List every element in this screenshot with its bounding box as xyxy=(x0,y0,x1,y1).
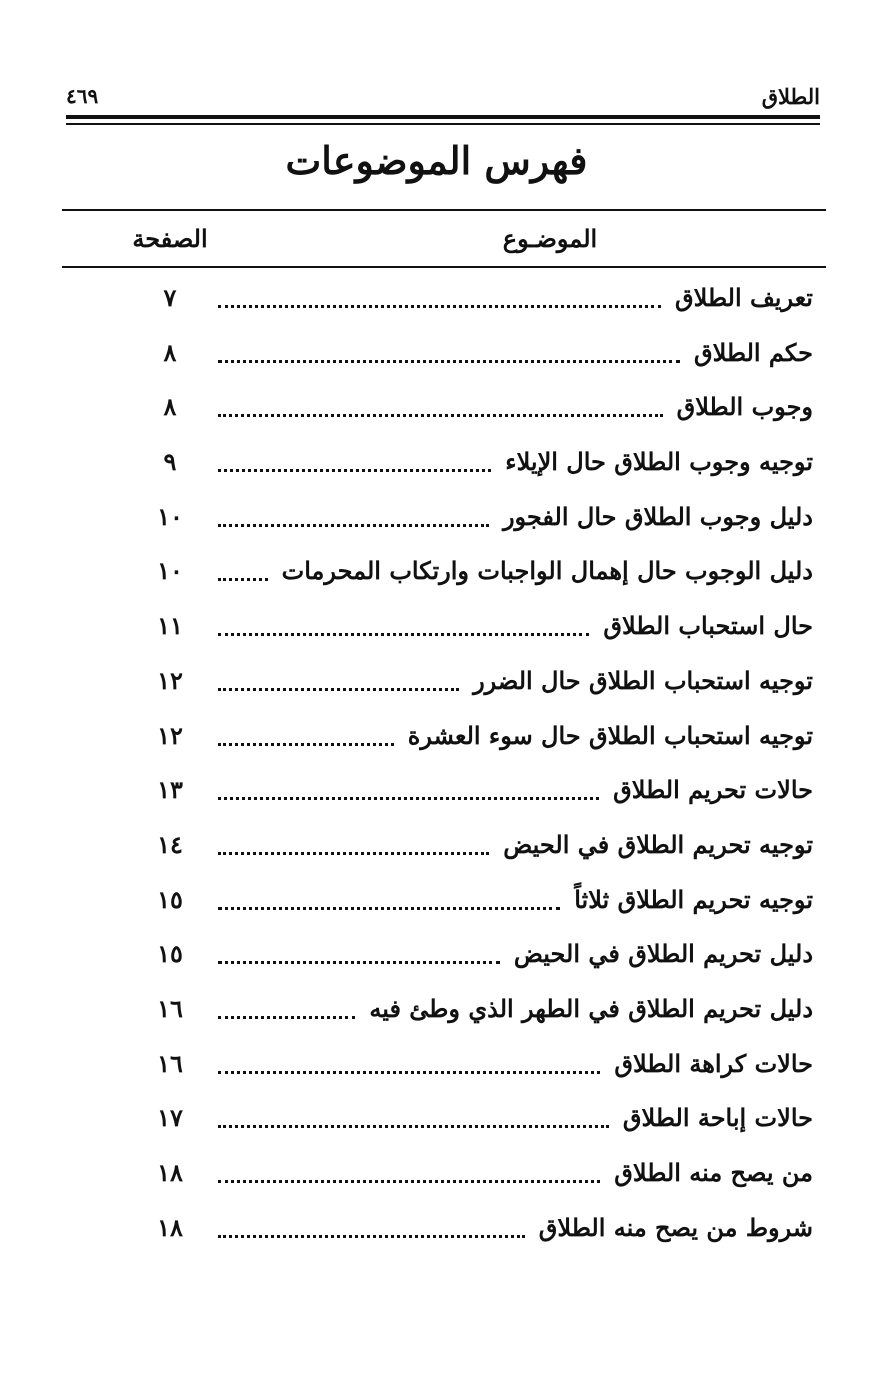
header-rule-thin xyxy=(66,123,820,125)
toc-entry-title: من يصح منه الطلاق xyxy=(614,1158,813,1187)
toc-entry-page: ٩ xyxy=(163,447,177,477)
column-header-rule-top xyxy=(62,209,826,211)
toc-entry-page: ١٠ xyxy=(157,556,183,586)
toc-entry-title: حال استحباب الطلاق xyxy=(603,611,813,641)
toc-entry[interactable] xyxy=(0,767,873,822)
toc-entry-page: ١١ xyxy=(157,611,183,641)
page-title: فهرس الموضوعات xyxy=(285,138,588,183)
toc-entry-page: ١٨ xyxy=(157,1212,183,1242)
toc-entry[interactable] xyxy=(0,931,873,986)
dot-leader xyxy=(218,1016,355,1019)
toc-entry-title: دليل تحريم الطلاق في الحيض xyxy=(513,939,813,969)
column-header-page: الصفحة xyxy=(132,224,208,253)
header-rule-thick xyxy=(66,115,820,119)
toc-entry-page: ١٣ xyxy=(157,775,183,805)
toc-entry[interactable] xyxy=(0,548,873,603)
toc-entry[interactable] xyxy=(0,822,873,877)
toc-entry-title: دليل تحريم الطلاق في الطهر الذي وطئ فيه xyxy=(369,993,813,1023)
toc-entry-title: توجيه تحريم الطلاق في الحيض xyxy=(503,829,813,859)
dot-leader xyxy=(218,578,268,581)
running-head xyxy=(66,84,820,118)
dot-leader xyxy=(218,961,500,964)
toc-entry-page: ١٨ xyxy=(157,1158,183,1187)
toc-entry-title: توجيه استحباب الطلاق حال سوء العشرة xyxy=(407,720,813,750)
toc-entry-title: توجيه وجوب الطلاق حال الإيلاء xyxy=(505,447,813,477)
dot-leader xyxy=(218,852,489,855)
toc-entry-title: توجيه استحباب الطلاق حال الضرر xyxy=(473,665,813,695)
dot-leader xyxy=(218,1125,609,1128)
toc-entry-title: شروط من يصح منه الطلاق xyxy=(538,1212,813,1242)
toc-entry-page: ١٠ xyxy=(157,501,183,531)
toc-entry[interactable] xyxy=(0,494,873,549)
dot-leader xyxy=(218,469,491,472)
toc-entry[interactable] xyxy=(0,1150,873,1205)
dot-leader xyxy=(218,1235,525,1238)
toc-entry[interactable] xyxy=(0,986,873,1041)
toc-entry[interactable] xyxy=(0,877,873,932)
toc-entry-title: تعريف الطلاق xyxy=(675,283,813,312)
toc-entry[interactable] xyxy=(0,713,873,768)
dot-leader xyxy=(218,1071,600,1074)
dot-leader xyxy=(218,360,680,363)
toc-entry-page: ٨ xyxy=(163,392,177,422)
column-header-rule-bottom xyxy=(62,266,826,268)
toc-entry[interactable] xyxy=(0,1205,873,1260)
toc-entry-title: دليل الوجوب حال إهمال الواجبات وارتكاب المحرمات xyxy=(281,556,813,586)
toc-entry-title: توجيه تحريم الطلاق ثلاثاً xyxy=(574,884,813,914)
toc-entry-title: حالات إباحة الطلاق xyxy=(622,1103,813,1133)
dot-leader xyxy=(218,305,661,308)
toc-entry-page: ٨ xyxy=(163,337,177,367)
dot-leader xyxy=(218,688,459,691)
toc-entry-page: ١٢ xyxy=(157,720,183,750)
toc-entry-title: حالات كراهة الطلاق xyxy=(614,1048,813,1078)
dot-leader xyxy=(218,414,663,417)
toc-entry-title: حالات تحريم الطلاق xyxy=(613,775,813,805)
dot-leader xyxy=(218,633,589,636)
dot-leader xyxy=(218,743,394,746)
dot-leader xyxy=(218,524,489,527)
toc-entries xyxy=(0,275,873,1259)
toc-entry-page: ١٧ xyxy=(157,1103,183,1133)
toc-entry-page: ١٦ xyxy=(157,1048,183,1078)
toc-entry[interactable] xyxy=(0,603,873,658)
toc-entry[interactable] xyxy=(0,1041,873,1096)
toc-entry[interactable] xyxy=(0,330,873,385)
toc-entry-title: حكم الطلاق xyxy=(693,337,813,367)
running-head-title: الطلاق xyxy=(761,84,820,109)
toc-entry-page: ١٢ xyxy=(157,665,183,695)
dot-leader xyxy=(218,907,560,910)
toc-entry[interactable] xyxy=(0,439,873,494)
toc-entry-page: ١٦ xyxy=(157,993,183,1023)
toc-entry-page: ١٥ xyxy=(157,939,183,969)
column-header-subject: الموضـوع xyxy=(502,224,598,253)
page-number: ٤٦٩ xyxy=(66,84,99,108)
toc-entry[interactable] xyxy=(0,658,873,713)
toc-entry[interactable] xyxy=(0,1095,873,1150)
toc-entry[interactable] xyxy=(0,275,873,330)
toc-entry-title: وجوب الطلاق xyxy=(676,392,813,422)
toc-entry-page: ١٥ xyxy=(157,884,183,914)
dot-leader xyxy=(218,1180,600,1183)
dot-leader xyxy=(218,797,599,800)
toc-entry-page: ٧ xyxy=(163,283,177,312)
toc-entry-title: دليل وجوب الطلاق حال الفجور xyxy=(502,501,813,531)
toc-entry-page: ١٤ xyxy=(157,829,183,859)
toc-entry[interactable] xyxy=(0,384,873,439)
